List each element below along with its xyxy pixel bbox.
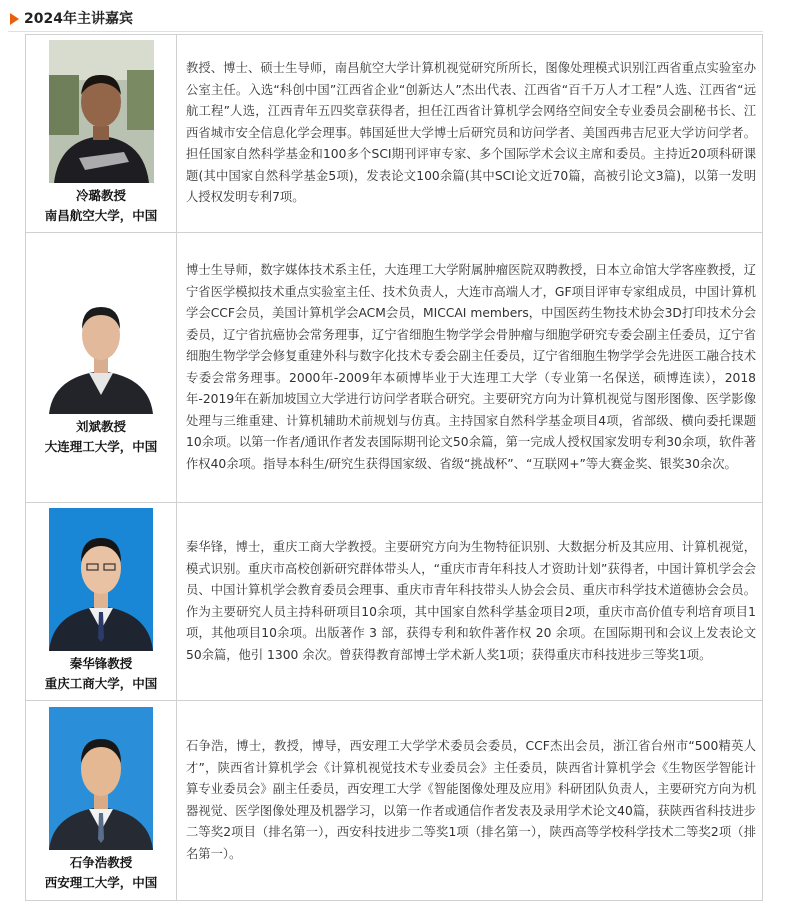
speaker-profile [26,233,177,503]
speaker-row [26,503,763,701]
speaker-photo [49,40,154,183]
divider [8,31,763,32]
speaker-profile [26,35,177,233]
speaker-bio: 博士生导师，数字媒体技术系主任，大连理工大学附属肿瘤医院双聘教授，日本立命馆大学客座教授，辽宁省医学模拟技术重点实验室主任、技术负责人，大连市高端人才，GF项目评审专家组成员，中国计算机学会CCF会员，美国计算机学会ACM会员，MICCAI members，中国医药生物技术协会3D打印技术分会委员，辽宁省抗癌协会常务理事，辽宁省细胞生物学学会骨肿瘤与细胞学研究专委会副主任委员，辽宁省细胞生物学学会修复重建外科与数字化技术专委会副主任委员，辽宁省细胞生物学学会先进医工融合技术专委会常务理事。2000年-2009年本硕博毕业于大连理工大学（专业第一名保送，硕博连读），2018年-2019年在新加坡国立大学进行访问学者联合研究。主要研究方向为计算机视觉与图形图像、医学影像处理与三维重建、计算机辅助术前规划与仿真。主持国家自然科学基金项目4项，省部级、横向委托课题10余项。以第一作者/通讯作者发表国际期刊论文50余篇，第一完成人授权国家发明专利30余项，软件著作权40余项。指导本科生/研究生获得国家级、省级“挑战杯”、“互联网+”等大赛金奖、银奖30余次。 [177,233,763,503]
speaker-profile [26,503,177,701]
speaker-row [26,35,763,233]
speaker-name: 冷璐教授 [75,187,126,203]
speaker-bio: 教授、博士、硕士生导师，南昌航空大学计算机视觉研究所所长，图像处理模式识别江西省重点实验室办公室主任。入选“科创中国”江西省企业“创新达人”杰出代表、江西省“百千万人才工程”人选、江西省“远航工程”人选，江西青年五四奖章获得者，担任江西省计算机学会网络空间安全专业委员会副秘书长、江西省城市安全信息化学会理事。韩国延世大学博士后研究员和访问学者、美国西弗吉尼亚大学访问学者。担任国家自然科学基金和100多个SCI期刊评审专家、多个国际学术会议主席和委员。主持近20项科研课题(其中国家自然科学基金5项)，发表论文100余篇(其中SCI论文近70篇，高被引论文3篇)，以第一发明人授权发明专利7项。 [177,35,763,233]
speaker-photo [49,277,153,414]
speaker-name: 秦华锋教授 [69,655,133,671]
speaker-affiliation: 西安理工大学，中国 [44,874,158,890]
speaker-bio: 秦华锋，博士，重庆工商大学教授。主要研究方向为生物特征识别、大数据分析及其应用、计算机视觉，模式识别。重庆市高校创新研究群体带头人，“重庆市青年科技人才资助计划”获得者，中国计算机学会会员、中国计算机学会教育委员会理事、重庆市青年科技带头人协会会员、重庆市科学技术道德协会会员。作为主要研究人员主持科研项目10余项，其中国家自然科学基金项目2项，重庆市高价值专利培育项目1项，其他项目10余项。出版著作 3 部，获得专利和软件著作权 20 余项。在国际期刊和会议上发表论文 50余篇，他引 1300 余次。曾获得教育部博士学术新人奖1项；获得重庆市科技进步三等奖1项。 [177,503,763,701]
speaker-row [26,233,763,503]
speaker-affiliation: 大连理工大学，中国 [44,438,158,454]
section-header [8,4,768,32]
section-title: 2024年主讲嘉宾 [24,11,133,27]
speaker-affiliation: 重庆工商大学，中国 [44,675,158,691]
speaker-photo [49,508,153,651]
speaker-name: 刘斌教授 [75,418,126,434]
speaker-affiliation: 南昌航空大学，中国 [44,207,158,223]
arrow-right-icon [10,13,19,25]
speaker-bio: 石争浩，博士，教授，博导，西安理工大学学术委员会委员，CCF杰出会员，浙江省台州市“500精英人才”，陕西省计算机学会《计算机视觉技术专业委员会》主任委员，陕西省计算机学会《生物医学智能计算专业委员会》副主任委员，西安理工大学《智能图像处理及应用》科研团队负责人，主要研究方向为机器视觉、医学图像处理及机器学习，以第一作者或通信作者发表及录用学术论文40篇，获陕西省科技进步二等奖2项目（排名第一），西安科技进步二等奖1项（排名第一），陕西高等学校科学技术二等奖2项（排名第一）。 [177,701,763,901]
speaker-profile [26,701,177,901]
speaker-row [26,701,763,901]
speakers-table [25,34,763,901]
speaker-name: 石争浩教授 [69,854,133,870]
speaker-photo [49,707,153,850]
